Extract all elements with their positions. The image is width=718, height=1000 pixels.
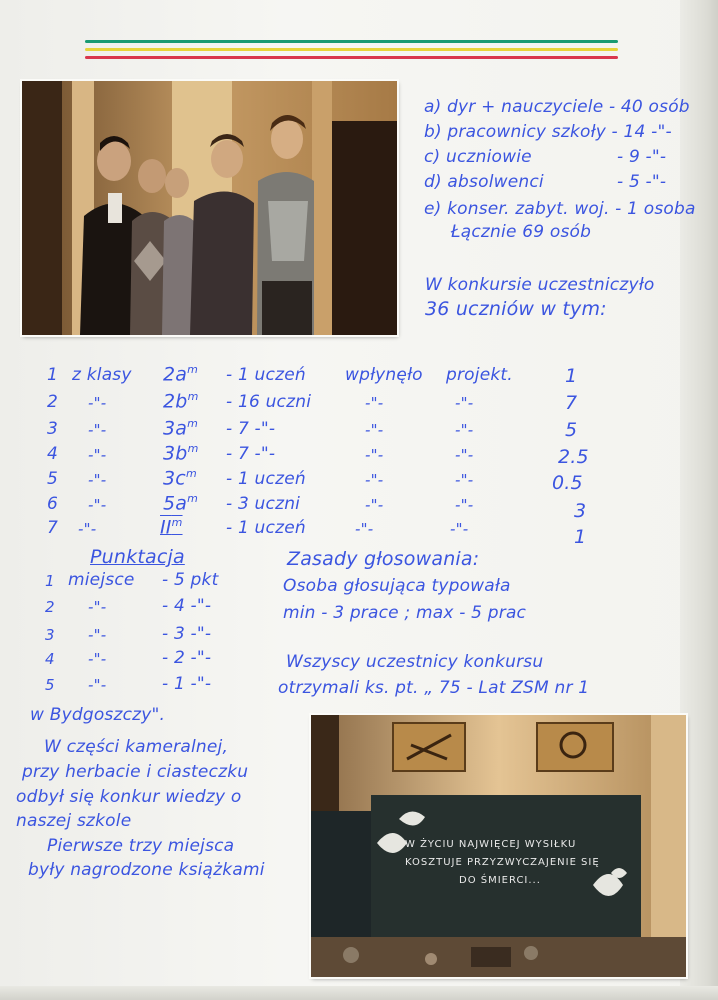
contest-intro-line1: W konkursie uczestniczyło xyxy=(425,275,655,295)
row-prefix: -"- xyxy=(88,471,107,489)
row-class: $3c^m$ xyxy=(163,467,197,490)
row-prefix: -"- xyxy=(88,394,107,412)
row-number: 3 xyxy=(47,419,59,439)
row-col2: projekt. xyxy=(446,365,513,385)
scoring-nr: 2 xyxy=(45,598,55,616)
row-points: 1 xyxy=(574,526,587,548)
row-points: 1 xyxy=(565,365,578,387)
row-class: $3a^m$ xyxy=(163,417,199,440)
scoring-points: - 5 pkt xyxy=(162,570,219,590)
row-students: - 7 -"- xyxy=(226,419,276,439)
row-prefix: -"- xyxy=(88,421,107,439)
voting-line1: Osoba głosująca typowała xyxy=(283,576,511,596)
row-points: 7 xyxy=(565,392,578,414)
scoring-points: - 3 -"- xyxy=(162,624,212,644)
row-class: $5a^m$ xyxy=(163,492,199,515)
scoring-points: - 2 -"- xyxy=(162,648,212,668)
row-prefix: z klasy xyxy=(72,365,132,385)
scoring-title: Punktacja xyxy=(90,546,185,568)
chamber-line3: odbył się konkur wiedzy o xyxy=(16,787,242,807)
scoring-nr: 3 xyxy=(45,626,55,644)
row-col2: -"- xyxy=(455,421,474,439)
awards-line2: otrzymali ks. pt. „ 75 - Lat ZSM nr 1 xyxy=(278,678,590,698)
row-col2: -"- xyxy=(455,446,474,464)
row-class: $2a^m$ xyxy=(163,363,199,386)
row-prefix: -"- xyxy=(88,446,107,464)
row-students: - 1 uczeń xyxy=(226,365,306,385)
row-col2: -"- xyxy=(455,394,474,412)
chamber-line2: przy herbacie i ciasteczku xyxy=(22,762,249,782)
chamber-line6: były nagrodzone książkami xyxy=(28,860,265,880)
row-col1: -"- xyxy=(365,394,384,412)
row-number: 2 xyxy=(47,392,59,412)
row-col2: -"- xyxy=(455,471,474,489)
row-col1: -"- xyxy=(365,496,384,514)
row-prefix: -"- xyxy=(78,520,97,538)
row-students: - 16 uczni xyxy=(226,392,312,412)
row-col1: wpłynęło xyxy=(345,365,423,385)
attendance-count-c: - 9 -"- xyxy=(617,147,667,167)
attendance-line-d: d) absolwenci xyxy=(424,172,544,192)
row-points: 2.5 xyxy=(558,446,589,468)
scoring-nr: 1 xyxy=(45,572,55,590)
chamber-line1: W części kameralnej, xyxy=(44,737,229,757)
scoring-place: -"- xyxy=(88,598,107,616)
row-class: $II^m$ xyxy=(160,516,183,539)
awards-line3: w Bydgoszczy". xyxy=(30,705,166,725)
row-col2: -"- xyxy=(450,520,469,538)
board-slogan-line2: KOSZTUJE PRZYZWYCZAJENIE SIĘ xyxy=(405,857,600,868)
scoring-place: -"- xyxy=(88,650,107,668)
attendance-line-b: b) pracownicy szkoły - 14 -"- xyxy=(424,122,672,142)
board-slogan-line1: W ŻYCIU NAJWIĘCEJ WYSIŁKU xyxy=(405,839,577,850)
row-number: 6 xyxy=(47,494,59,514)
board-slogan-line3: DO ŚMIERCI... xyxy=(459,875,541,886)
row-points: 3 xyxy=(574,500,587,522)
attendance-count-d: - 5 -"- xyxy=(617,172,667,192)
scoring-points: - 4 -"- xyxy=(162,596,212,616)
voting-title: Zasady głosowania: xyxy=(287,548,480,570)
row-points: 5 xyxy=(565,419,578,441)
green-stripe xyxy=(85,40,618,43)
row-students: - 1 uczeń xyxy=(226,518,306,538)
row-col1: -"- xyxy=(365,421,384,439)
scoring-place: miejsce xyxy=(68,570,135,590)
attendance-line-a: a) dyr + nauczyciele - 40 osób xyxy=(424,97,690,117)
attendance-line-c: c) uczniowie xyxy=(424,147,532,167)
scoring-place: -"- xyxy=(88,626,107,644)
photo-students xyxy=(22,81,397,335)
attendance-line-e: e) konser. zabyt. woj. - 1 osoba xyxy=(424,199,696,219)
voting-line2: min - 3 prace ; max - 5 prac xyxy=(283,603,527,623)
contest-intro-line2: 36 uczniów w tym: xyxy=(425,298,607,320)
row-col1: -"- xyxy=(365,471,384,489)
row-students: - 7 -"- xyxy=(226,444,276,464)
row-col1: -"- xyxy=(365,446,384,464)
row-prefix: -"- xyxy=(88,496,107,514)
page-bottom-edge xyxy=(0,986,718,1000)
chamber-line5: Pierwsze trzy miejsca xyxy=(47,836,235,856)
row-col2: -"- xyxy=(455,496,474,514)
row-number: 4 xyxy=(47,444,59,464)
row-col1: -"- xyxy=(355,520,374,538)
row-students: - 3 uczni xyxy=(226,494,301,514)
row-class: $3b^m$ xyxy=(163,442,199,465)
scoring-nr: 5 xyxy=(45,676,55,694)
scoring-nr: 4 xyxy=(45,650,55,668)
row-class: $2b^m$ xyxy=(163,390,199,413)
row-number: 1 xyxy=(47,365,59,385)
scoring-place: -"- xyxy=(88,676,107,694)
row-number: 7 xyxy=(47,518,59,538)
row-students: - 1 uczeń xyxy=(226,469,306,489)
photo-classroom-board xyxy=(311,715,686,977)
chamber-line4: naszej szkole xyxy=(16,811,132,831)
yellow-stripe xyxy=(85,48,618,51)
scoring-points: - 1 -"- xyxy=(162,674,212,694)
awards-line1: Wszyscy uczestnicy konkursu xyxy=(286,652,544,672)
row-number: 5 xyxy=(47,469,59,489)
row-points: 0.5 xyxy=(552,472,583,494)
red-stripe xyxy=(85,56,618,59)
attendance-total: Łącznie 69 osób xyxy=(451,222,592,242)
